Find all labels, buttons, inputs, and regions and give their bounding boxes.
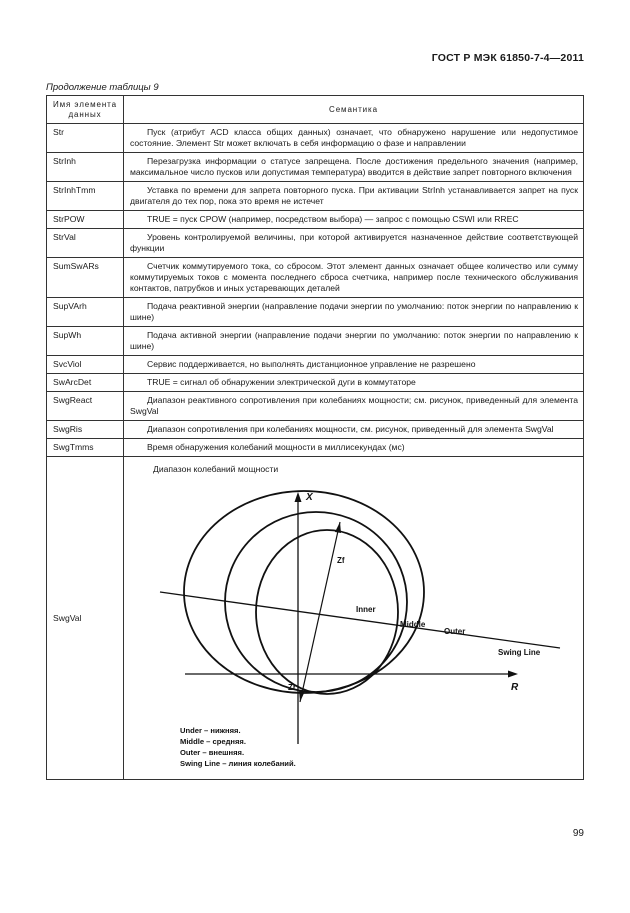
x-axis-arrow: [295, 492, 302, 502]
legend-line: Middle – средняя.: [180, 737, 246, 746]
zr-arrow: [299, 690, 305, 702]
outer-label: Outer: [444, 627, 466, 636]
data-object-name: SupVArh: [47, 298, 124, 327]
table-row: [47, 392, 584, 421]
inner-circle: [256, 530, 398, 694]
semantics-text: Сервис поддерживается, но выполнять дистанционное управление не разрешено: [124, 356, 584, 374]
data-object-name: SwgReact: [47, 392, 124, 421]
data-object-name: SvcViol: [47, 356, 124, 374]
data-object-name: StrInhTmm: [47, 182, 124, 211]
semantics-table: [46, 95, 584, 780]
semantics-text: Перезагрузка информации о статусе запрещена. После достижения предельного значения (например, максимальное число пусков или допустимая температура) вводится в действие запрет повторного включения: [124, 153, 584, 182]
semantics-text: Подача реактивной энергии (направление подачи энергии по умолчанию: поток энергии по направлению к шине): [124, 298, 584, 327]
data-object-name: SumSwARs: [47, 258, 124, 298]
page-number: 99: [572, 828, 584, 839]
legend-line: Under – нижняя.: [180, 726, 241, 735]
r-axis-arrow: [508, 671, 518, 678]
r-axis-label: R: [511, 682, 519, 693]
middle-circle: [225, 512, 407, 692]
semantics-text: Уставка по времени для запрета повторного пуска. При активации StrInh устанавливается запрет на пуск двигателя до тех пор, пока это время не истечет: [124, 182, 584, 211]
middle-label: Middle: [400, 620, 426, 629]
table-row: [47, 258, 584, 298]
column-header-name: Имя элемента данных: [47, 96, 124, 124]
table-row: [47, 439, 584, 457]
zr-label: Zr: [288, 683, 296, 692]
table-row: [47, 298, 584, 327]
table-body: [47, 124, 584, 457]
table-header-row: [47, 96, 584, 124]
data-object-name: SwgRis: [47, 421, 124, 439]
data-object-name: StrInh: [47, 153, 124, 182]
table-row: [47, 211, 584, 229]
semantics-text: Время обнаружения колебаний мощности в миллисекундах (мс): [124, 439, 584, 457]
swing-diagram: [130, 476, 590, 776]
semantics-text: Пуск (атрибут ACD класса общих данных) означает, что обнаружено нарушение или недопустимое состояние. Элемент Str может включать в себя информацию о фазе и направлении: [124, 124, 584, 153]
legend-line: Outer – внешняя.: [180, 748, 245, 757]
semantics-text: Подача активной энергии (направление подачи энергии по умолчанию: поток энергии по направлению к шине): [124, 327, 584, 356]
column-header-semantics: Семантика: [124, 96, 584, 124]
outer-circle: [184, 491, 424, 693]
swing-line-label: Swing Line: [498, 648, 541, 657]
inner-label: Inner: [356, 605, 376, 614]
diagram-cell: [124, 457, 584, 780]
table-row: [47, 182, 584, 211]
x-axis-label: X: [306, 492, 313, 503]
legend-line: Swing Line – линия колебаний.: [180, 759, 296, 768]
document-id: ГОСТ Р МЭК 61850-7-4—2011: [431, 52, 584, 64]
zf-arrow: [335, 522, 341, 533]
semantics-text: Диапазон реактивного сопротивления при колебаниях мощности; см. рисунок, приведенный для элемента SwgVal: [124, 392, 584, 421]
table-row: [47, 421, 584, 439]
semantics-text: Уровень контролируемой величины, при которой активируется назначенное действие соответствующей функции: [124, 229, 584, 258]
semantics-text: TRUE = сигнал об обнаружении электрической дуги в коммутаторе: [124, 374, 584, 392]
semantics-text: Диапазон сопротивления при колебаниях мощности, см. рисунок, приведенный для элемента SwgVal: [124, 421, 584, 439]
table-row: [47, 229, 584, 258]
data-object-name: Str: [47, 124, 124, 153]
semantics-text: TRUE = пуск CPOW (например, посредством выбора) — запрос с помощью CSWI или RREC: [124, 211, 584, 229]
swing-diagram-svg: [130, 476, 590, 776]
table-caption: Продолжение таблицы 9: [46, 82, 159, 93]
table-row-swgval: [47, 457, 584, 780]
table-row: [47, 153, 584, 182]
zf-label: Zf: [337, 556, 345, 565]
data-object-name: SupWh: [47, 327, 124, 356]
swing-line: [160, 592, 560, 648]
table-row: [47, 327, 584, 356]
data-object-name: StrVal: [47, 229, 124, 258]
data-object-name: SwgVal: [47, 457, 124, 780]
semantics-text: Счетчик коммутируемого тока, со сбросом. Этот элемент данных означает общее количество или сумму коммутируемых токов с момента последнего сброса счетчика, например после технического обслуживания контактов, патрубков и иных устаревающих деталей: [124, 258, 584, 298]
data-object-name: StrPOW: [47, 211, 124, 229]
table-row: [47, 374, 584, 392]
table-row: [47, 124, 584, 153]
diagram-intro: Диапазон колебаний мощности: [153, 464, 279, 474]
data-object-name: SwArcDet: [47, 374, 124, 392]
table-row: [47, 356, 584, 374]
data-object-name: SwgTmms: [47, 439, 124, 457]
